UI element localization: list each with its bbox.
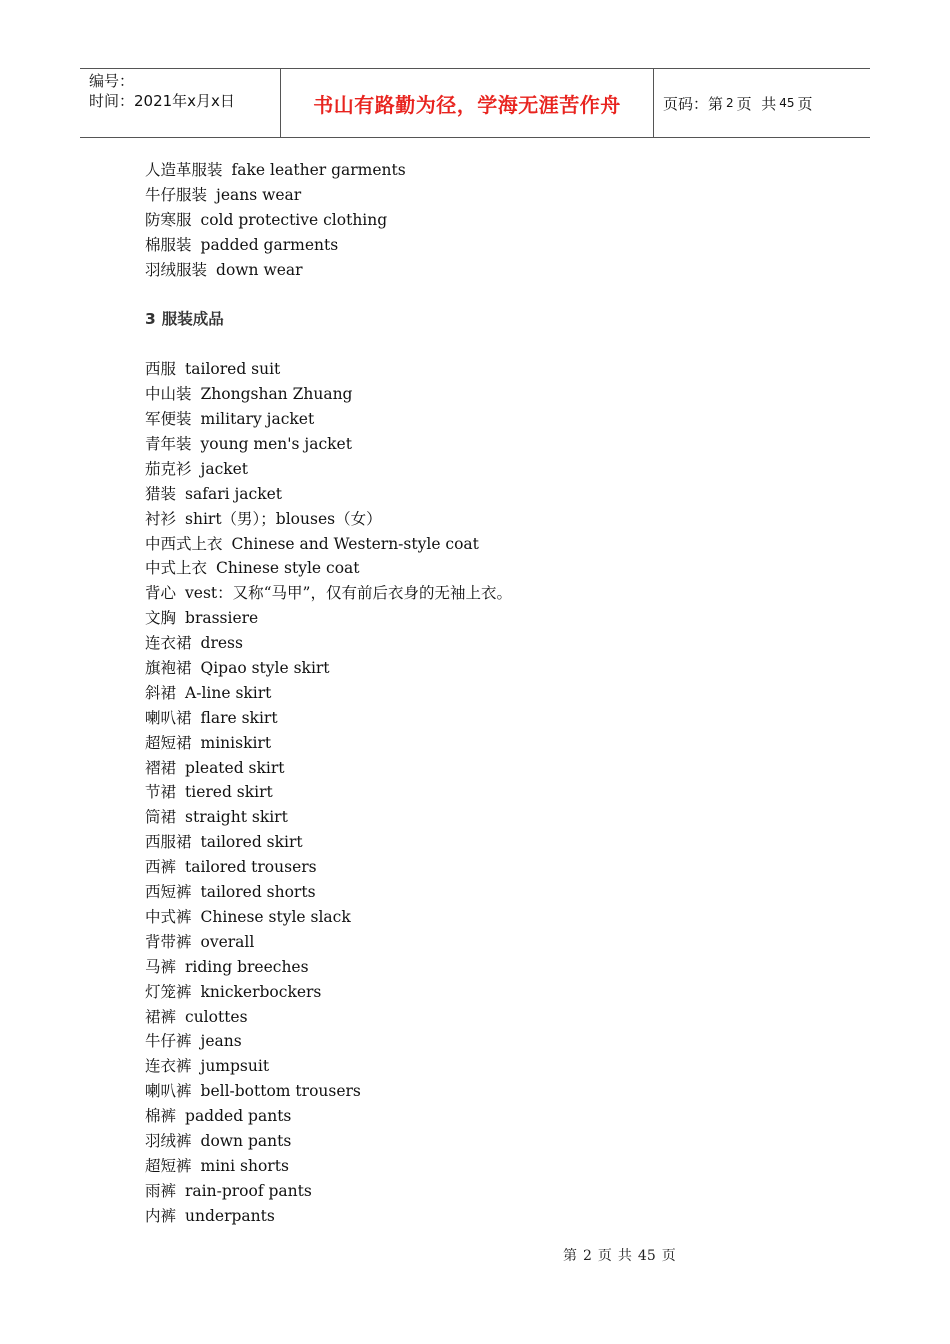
entry-english-term: mini shorts	[200, 1156, 289, 1175]
entry-chinese-term: 喇叭裙	[145, 708, 192, 727]
entry-chinese-term: 旗袍裙	[145, 659, 192, 678]
entry-chinese-term: 连衣裙	[145, 634, 192, 653]
entry-english-term: safari jacket	[185, 484, 283, 503]
glossary-entry	[145, 905, 845, 930]
entry-chinese-term: 超短裙	[145, 733, 192, 752]
entry-english-term: tailored skirt	[200, 833, 303, 852]
entry-chinese-term: 裙裤	[145, 1007, 177, 1026]
glossary-entry	[145, 756, 845, 781]
glossary-entry	[145, 681, 845, 706]
entry-chinese-term: 文胸	[145, 609, 177, 628]
entry-chinese-term: 背带裤	[145, 932, 192, 951]
glossary-entry	[145, 233, 845, 258]
glossary-entry	[145, 1204, 845, 1229]
footer-page-number: 2	[583, 1248, 592, 1264]
section-title: 服装成品	[161, 310, 224, 329]
entry-english-term: knickerbockers	[200, 982, 322, 1001]
glossary-entry	[145, 1179, 845, 1204]
entry-english-term: underpants	[185, 1206, 275, 1225]
entry-chinese-term: 西裤	[145, 858, 177, 877]
entry-chinese-term: 褶裙	[145, 758, 177, 777]
glossary-entry	[145, 656, 845, 681]
footer-di: 第	[563, 1248, 577, 1264]
page-end-label: 页	[797, 94, 813, 113]
entry-chinese-term: 羽绒服装	[145, 260, 208, 279]
glossary-entry	[145, 930, 845, 955]
entry-chinese-term: 超短裤	[145, 1156, 192, 1175]
entry-english-term: Qipao style skirt	[200, 659, 330, 678]
glossary-entry	[145, 382, 845, 407]
entry-chinese-term: 节裙	[145, 783, 177, 802]
footer-ye-end: 页	[661, 1248, 676, 1264]
page-label: 页码：第	[663, 94, 724, 113]
glossary-entry	[145, 830, 845, 855]
entry-english-term: tailored suit	[185, 360, 281, 379]
entry-chinese-term: 中式裤	[145, 907, 192, 926]
entry-chinese-term: 茄克衫	[145, 459, 192, 478]
entry-chinese-term: 内裤	[145, 1206, 177, 1225]
motto-text: 书山有路勤为径，学海无涯苦作舟	[313, 92, 621, 117]
date-label: 时间：2021年x月x日	[89, 92, 235, 110]
entry-english-term: dress	[200, 634, 243, 653]
entry-english-term: overall	[200, 932, 255, 951]
glossary-entry	[145, 731, 845, 756]
glossary-entry	[145, 631, 845, 656]
glossary-entry	[145, 1154, 845, 1179]
glossary-entry	[145, 357, 845, 382]
entry-english-term: cold protective clothing	[200, 210, 388, 229]
glossary-entry	[145, 855, 845, 880]
entry-english-term: riding breeches	[185, 957, 309, 976]
entry-english-term: A-line skirt	[185, 683, 272, 702]
entry-english-term: down wear	[216, 260, 303, 279]
entry-chinese-term: 喇叭裤	[145, 1082, 192, 1101]
glossary-entry	[145, 980, 845, 1005]
entry-english-term: culottes	[185, 1007, 248, 1026]
code-label: 编号：	[89, 72, 135, 90]
entry-english-term: Zhongshan Zhuang	[200, 385, 353, 404]
entry-chinese-term: 雨裤	[145, 1181, 177, 1200]
glossary-entry	[145, 581, 845, 606]
entry-chinese-term: 棉裤	[145, 1107, 177, 1126]
entry-english-term: jacket	[200, 459, 249, 478]
glossary-entry	[145, 407, 845, 432]
footer-page-total: 45	[637, 1248, 656, 1264]
entry-chinese-term: 青年装	[145, 435, 192, 454]
entry-english-term: tiered skirt	[185, 783, 273, 802]
page-number: 2	[726, 96, 734, 110]
glossary-list-main	[145, 357, 845, 1228]
glossary-list-top	[145, 158, 845, 282]
glossary-entry	[145, 432, 845, 457]
entry-english-term: down pants	[200, 1131, 292, 1150]
glossary-entry	[145, 1054, 845, 1079]
entry-english-term: tailored trousers	[185, 858, 317, 877]
glossary-entry	[145, 183, 845, 208]
section-number: 3	[145, 310, 156, 329]
page-mid-label: 页 共	[736, 94, 777, 113]
entry-english-term: straight skirt	[185, 808, 288, 827]
glossary-entry	[145, 1129, 845, 1154]
footer-gong: 共	[617, 1248, 632, 1264]
entry-english-term: miniskirt	[200, 733, 272, 752]
glossary-content	[145, 158, 845, 1229]
entry-chinese-term: 中山装	[145, 385, 192, 404]
entry-english-term: flare skirt	[200, 708, 278, 727]
glossary-entry	[145, 482, 845, 507]
glossary-entry	[145, 556, 845, 581]
entry-english-term: bell-bottom trousers	[200, 1082, 361, 1101]
entry-chinese-term: 衬衫	[145, 509, 177, 528]
entry-english-term: jeans wear	[216, 185, 302, 204]
entry-english-term: vest：又称“马甲”，仅有前后衣身的无袖上衣。	[185, 584, 512, 603]
entry-chinese-term: 西服	[145, 360, 177, 379]
entry-english-term: pleated skirt	[185, 758, 285, 777]
section-heading	[145, 307, 845, 332]
entry-english-term: young men's jacket	[200, 435, 352, 454]
entry-english-term: padded garments	[200, 235, 339, 254]
entry-english-term: rain-proof pants	[185, 1181, 312, 1200]
entry-chinese-term: 防寒服	[145, 210, 192, 229]
glossary-entry	[145, 208, 845, 233]
entry-chinese-term: 中式上衣	[145, 559, 208, 578]
glossary-entry	[145, 706, 845, 731]
entry-english-term: brassiere	[185, 609, 259, 628]
entry-english-term: military jacket	[200, 410, 315, 429]
glossary-entry	[145, 457, 845, 482]
glossary-entry	[145, 507, 845, 532]
entry-chinese-term: 人造革服装	[145, 161, 223, 179]
entry-english-term: jumpsuit	[200, 1057, 270, 1076]
entry-chinese-term: 中西式上衣	[145, 534, 223, 553]
glossary-entry	[145, 258, 845, 283]
entry-chinese-term: 斜裙	[145, 683, 177, 702]
entry-english-term: Chinese style slack	[200, 907, 351, 926]
page-total: 45	[779, 96, 795, 110]
glossary-entry	[145, 532, 845, 557]
glossary-entry	[145, 955, 845, 980]
glossary-entry	[145, 1005, 845, 1030]
entry-chinese-term: 背心	[145, 584, 177, 603]
glossary-entry	[145, 780, 845, 805]
entry-english-term: Chinese and Western-style coat	[231, 534, 479, 553]
glossary-entry	[145, 1104, 845, 1129]
entry-english-term: Chinese style coat	[216, 559, 360, 578]
entry-chinese-term: 羽绒裤	[145, 1131, 192, 1150]
entry-chinese-term: 马裤	[145, 957, 177, 976]
entry-english-term: shirt（男）；blouses（女）	[185, 509, 382, 528]
header-motto-cell	[281, 69, 654, 137]
entry-chinese-term: 牛仔服装	[145, 185, 208, 204]
glossary-entry	[145, 158, 845, 183]
entry-chinese-term: 棉服装	[145, 235, 192, 254]
entry-chinese-term: 西服裙	[145, 833, 192, 852]
glossary-entry	[145, 606, 845, 631]
entry-chinese-term: 筒裙	[145, 808, 177, 827]
glossary-entry	[145, 1029, 845, 1054]
entry-chinese-term: 西短裤	[145, 883, 192, 902]
entry-chinese-term: 灯笼裤	[145, 982, 192, 1001]
page-header	[80, 68, 870, 138]
page-footer	[0, 1245, 950, 1267]
entry-chinese-term: 牛仔裤	[145, 1032, 192, 1051]
header-info-cell	[80, 69, 281, 137]
entry-english-term: padded pants	[185, 1107, 292, 1126]
entry-chinese-term: 猎装	[145, 484, 177, 503]
header-page-cell	[654, 69, 870, 137]
glossary-entry	[145, 805, 845, 830]
entry-english-term: tailored shorts	[200, 883, 316, 902]
entry-english-term: jeans	[200, 1032, 242, 1051]
entry-english-term: fake leather garments	[231, 161, 406, 179]
entry-chinese-term: 连衣裤	[145, 1057, 192, 1076]
entry-chinese-term: 军便装	[145, 410, 192, 429]
footer-ye: 页	[597, 1248, 612, 1264]
glossary-entry	[145, 1079, 845, 1104]
glossary-entry	[145, 880, 845, 905]
